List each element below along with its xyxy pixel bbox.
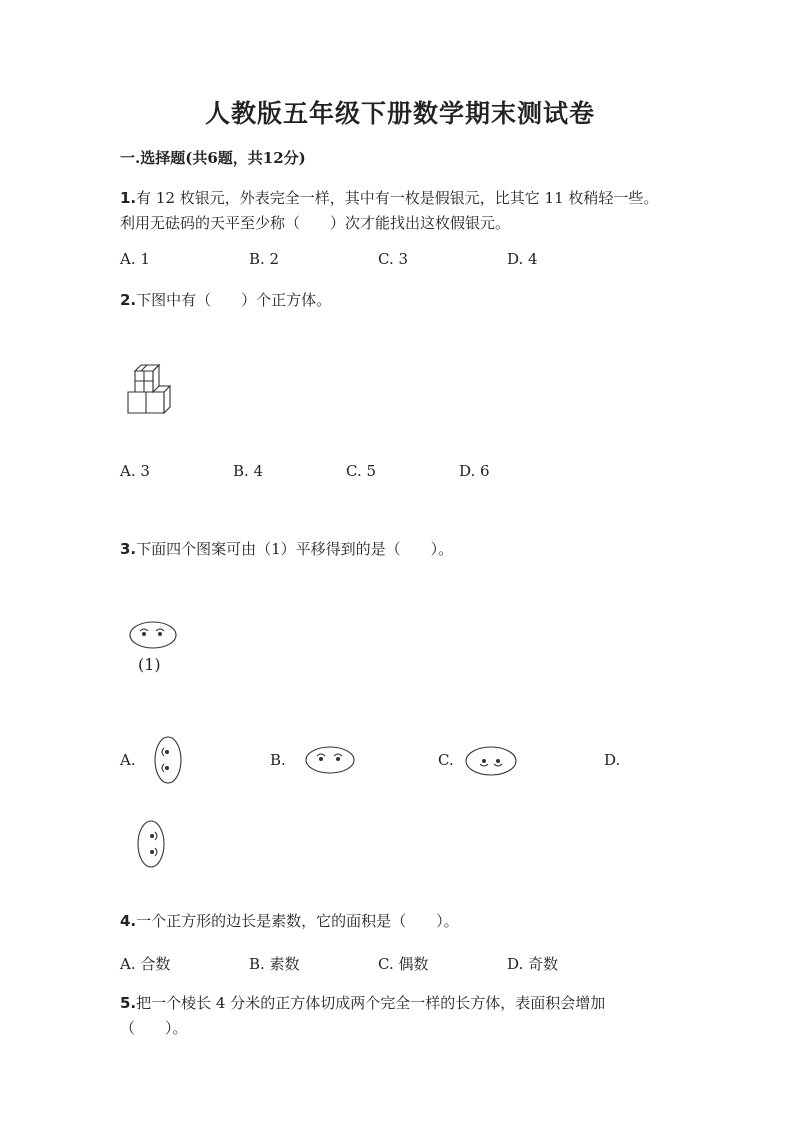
question-1 <box>120 186 665 236</box>
question-text: 一个正方形的边长是素数，它的面积是（ ）。 <box>136 912 459 930</box>
option-d[interactable]: D. 奇数 <box>507 955 559 973</box>
option-a[interactable]: A. 1 <box>120 250 150 268</box>
option-d[interactable]: D. 6 <box>459 462 490 480</box>
option-d[interactable]: D. 4 <box>507 250 538 268</box>
option-c-face-flipped <box>465 745 517 777</box>
question-number: 5. <box>120 994 137 1012</box>
question-number: 2. <box>120 291 137 309</box>
question-text: 下图中有（ ）个正方体。 <box>136 291 332 309</box>
question-text: 把一个棱长 4 分米的正方体切成两个完全一样的长方体，表面积会增加（ ）。 <box>120 994 606 1037</box>
figure-label: (1) <box>138 655 161 674</box>
page-title: 人教版五年级下册数学期末测试卷 <box>204 99 595 128</box>
option-d[interactable]: D. <box>604 751 621 769</box>
question-number: 3. <box>120 540 137 558</box>
question-text: 下面四个图案可由（1）平移得到的是（ ）。 <box>136 540 454 558</box>
question-text: 有 12 枚银元，外表完全一样，其中有一枚是假银元，比其它 11 枚稍轻一些。利用无砝码的天平至少称（ ）次才能找出这枚假银元。 <box>120 189 659 232</box>
option-c[interactable]: C. 3 <box>378 250 409 268</box>
option-a[interactable]: A. <box>120 751 136 769</box>
section-heading: 一.选择题(共6题，共12分) <box>120 149 306 167</box>
option-c[interactable]: C. <box>438 751 454 769</box>
option-b[interactable]: B. 素数 <box>249 955 300 973</box>
option-b[interactable]: B. 2 <box>249 250 280 268</box>
option-b[interactable]: B. <box>270 751 286 769</box>
option-a[interactable]: A. 合数 <box>120 955 171 973</box>
option-d-face-rotated <box>136 820 166 868</box>
option-a[interactable]: A. 3 <box>120 462 150 480</box>
option-c[interactable]: C. 5 <box>346 462 377 480</box>
cubes-figure <box>124 362 176 416</box>
option-a-face-rotated <box>154 736 184 784</box>
option-b-face <box>305 745 355 775</box>
question-2 <box>120 288 665 313</box>
option-b[interactable]: B. 4 <box>233 462 264 480</box>
question-5 <box>120 991 665 1041</box>
option-c[interactable]: C. 偶数 <box>378 955 429 973</box>
question-3 <box>120 537 665 562</box>
reference-face-figure <box>129 620 177 650</box>
question-number: 4. <box>120 912 137 930</box>
question-number: 1. <box>120 189 137 207</box>
question-4 <box>120 909 665 934</box>
